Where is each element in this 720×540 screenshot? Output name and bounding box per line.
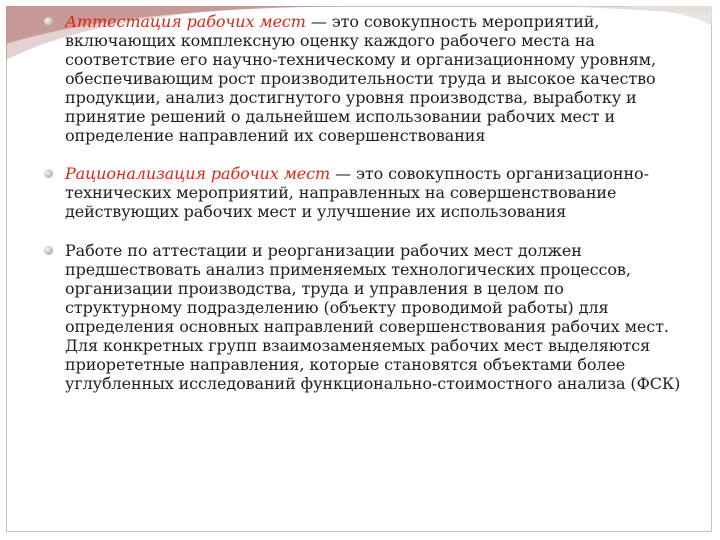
paragraph-text: Работе по аттестации и реорганизации рабочих мест должен предшествовать анализ применяемых технологических процессов, организации производства, труда и управления в целом по структурному подразделению (объекту проводимой работы) для определения основных направлений совершенствования рабочих мест. Для конкретных групп взаимозаменяемых рабочих мест выделяются приорететные направления, которые становятся объектами более углубленных исследований функционально-стоимостного анализа (ФСК) <box>65 241 681 393</box>
definition-text: — это совокупность организационно-технических мероприятий, направленных на совершенствование действующих рабочих мест и улучшение их использования <box>65 164 649 221</box>
list-item-attestation <box>44 12 684 145</box>
definition-text: — это совокупность мероприятий, включающих комплексную оценку каждого рабочего места на соответствие его научно-техническому и организационному уровням, обеспечивающим рост производительности труда и высокое качество продукции, анализ достигнутого уровня производства, выработку и принятие решений о дальнейшем использовании рабочих мест и определение направлений их совершенствования <box>65 12 656 145</box>
list-item-rationalization <box>44 164 684 221</box>
bullet-icon <box>44 17 53 26</box>
bullet-list <box>44 12 684 393</box>
list-item-analysis <box>44 241 684 393</box>
list-item-text <box>65 12 684 145</box>
term-highlight: Рационализация рабочих мест <box>65 164 331 183</box>
bullet-icon <box>44 169 53 178</box>
list-item-text <box>65 241 684 393</box>
bullet-icon <box>44 246 53 255</box>
list-item-text <box>65 164 684 221</box>
term-highlight: Аттестация рабочих мест <box>65 12 306 31</box>
